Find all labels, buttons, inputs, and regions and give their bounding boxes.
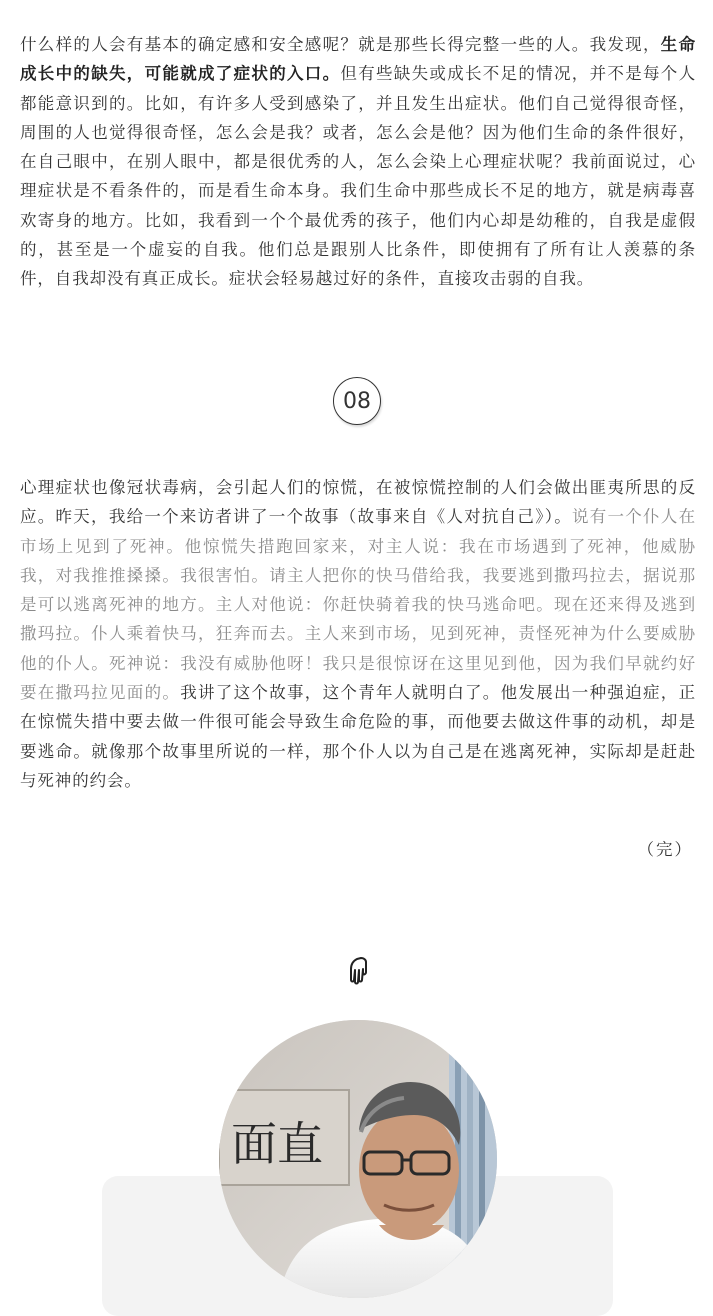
paragraph-1-body: 但有些缺失或成长不足的情况，并不是每个人都能意识到的。比如，有许多人受到感染了，并且发生出症状。他们自己觉得很奇怪，周围的人也觉得很奇怪，怎么会是我？或者，怎么会是他？因为他们生命的条件很好，在自己眼中，在别人眼中，都是很优秀的人，怎么会染上心理症状呢？我前面说过，心理症状是不看条件的，而是看生命本身。我们生命中那些成长不足的地方，就是病毒喜欢寄身的地方。比如，我看到一个个最优秀的孩子，他们内心却是幼稚的，自我是虚假的，甚至是一个虚妄的自我。他们总是跟别人比条件，即使拥有了所有让人羡慕的条件，自我却没有真正成长。症状会轻易越过好的条件，直接攻击弱的自我。 <box>20 64 697 289</box>
paragraph-2 <box>20 473 696 795</box>
paragraph-2-intro: 心理症状也像冠状毒病，会引起人们的惊慌，在被惊慌控制的人们会做出匪夷所思的反应。昨天，我给一个来访者讲了一个故事（故事来自《人对抗自己》）。 <box>20 478 696 527</box>
paragraph-1-emphasis: 生命成长中的缺失，可能就成了症状的入口。 <box>20 35 696 84</box>
paragraph-1-intro: 什么样的人会有基本的确定感和安全感呢？就是那些长得完整一些的人。我发现， <box>20 35 661 54</box>
paragraph-2-conclusion: 我讲了这个故事，这个青年人就明白了。他发展出一种强迫症，正在惊慌失措中要去做一件很可能会导致生命危险的事，而他要去做这件事的动机，却是要逃命。就像那个故事里所说的一样，那个仆人以为自己是在逃离死神，实际却是赶赴与死神的约会。 <box>20 683 696 790</box>
section-number-badge <box>333 377 381 425</box>
section-number: 08 <box>343 388 371 414</box>
story-quote: 说有一个仆人在市场上见到了死神。他惊慌失措跑回家来，对主人说：我在市场遇到了死神，他威胁我，对我推推搡搡。我很害怕。请主人把你的快马借给我，我要逃到撒玛拉去，据说那是可以逃离死神的地方。主人对他说：你赶快骑着我的快马逃命吧。现在还来得及逃到撒玛拉。仆人乘着快马，狂奔而去。主人来到市场，见到死神，责怪死神为什么要威胁他的仆人。死神说：我没有威胁他呀！我只是很惊讶在这里见到他，因为我们早就约好要在撒玛拉见面的。 <box>20 507 696 703</box>
calligraphy-text: 面直 <box>231 1117 323 1171</box>
author-avatar <box>219 1020 497 1298</box>
end-mark: （完） <box>637 840 693 859</box>
paragraph-1 <box>20 30 696 294</box>
hand-pointing-down-icon <box>337 938 377 986</box>
